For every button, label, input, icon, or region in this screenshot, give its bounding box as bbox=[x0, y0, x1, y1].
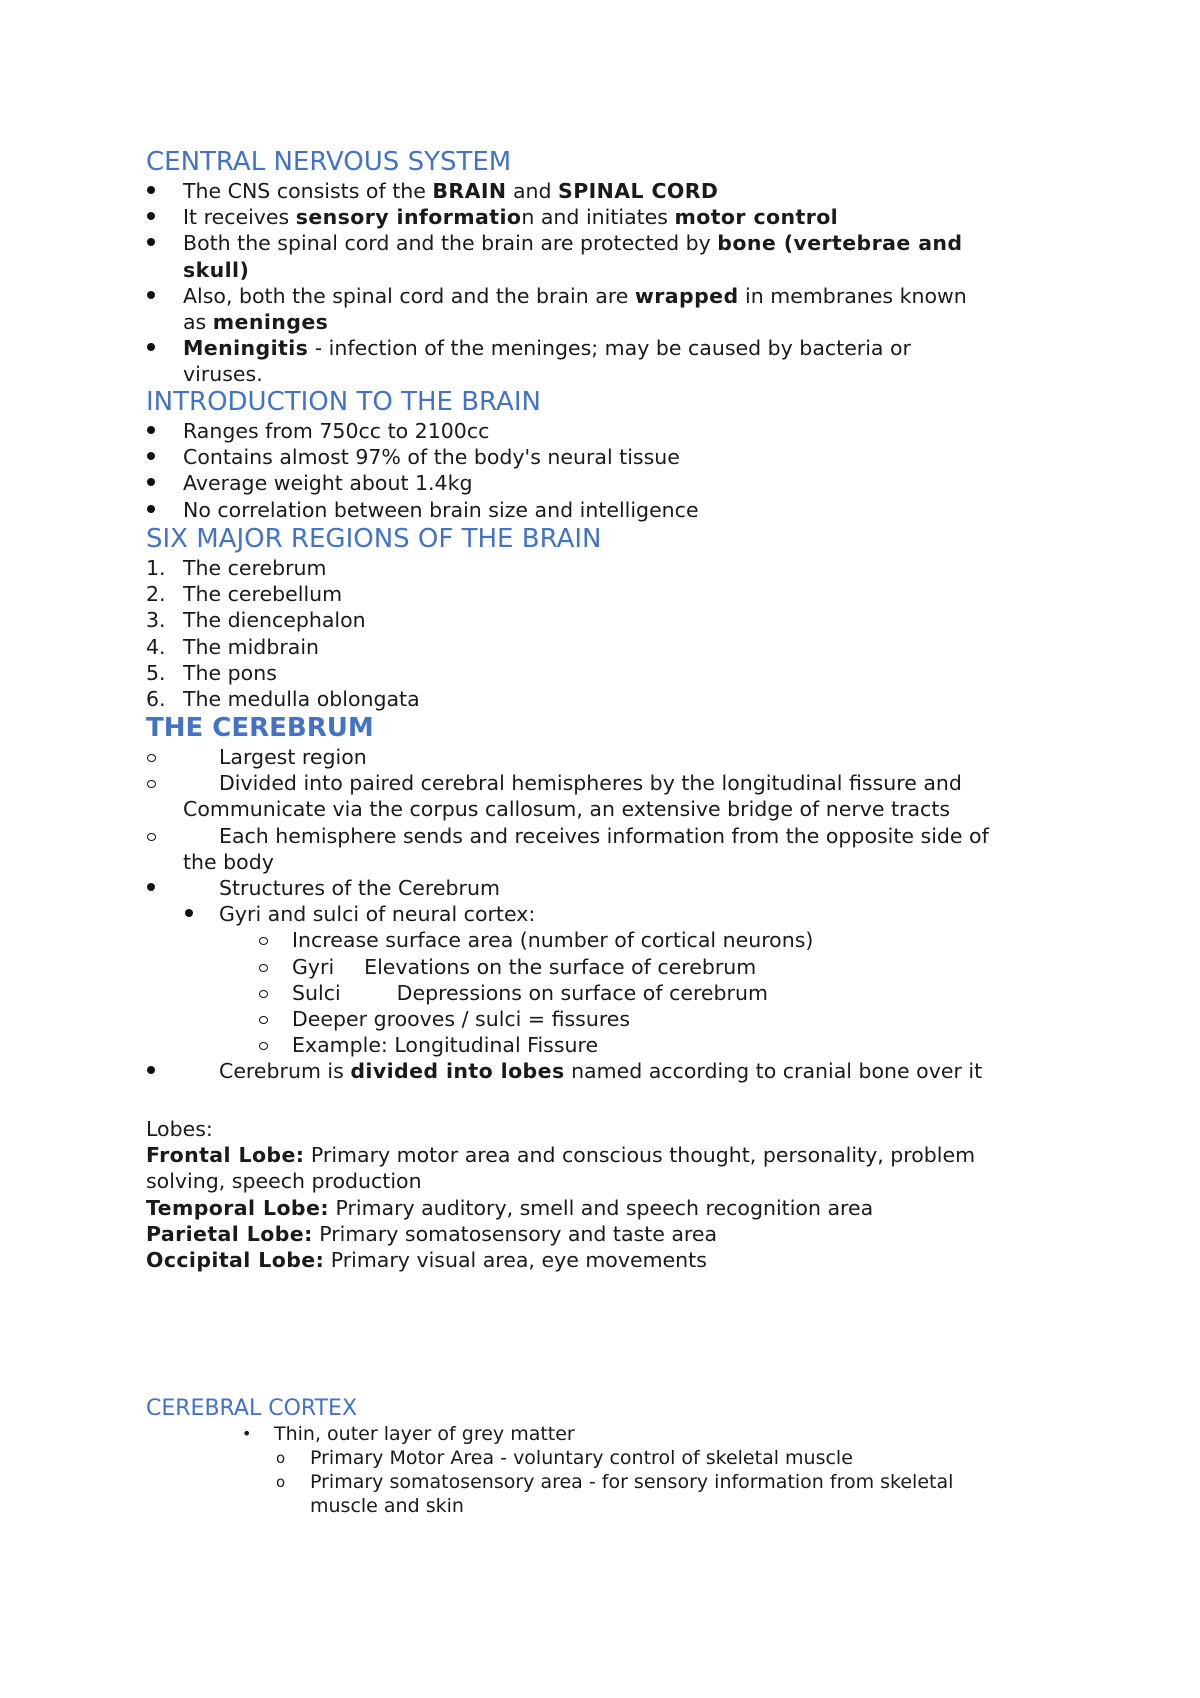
list-item: Divided into paired cerebral hemispheres by the longitudinal fissure and bbox=[219, 771, 962, 796]
list-item: Gyri and sulci of neural cortex: bbox=[219, 902, 536, 927]
list-item-continuation: muscle and skin bbox=[310, 1495, 464, 1517]
bullet-circle-icon: o bbox=[276, 1473, 286, 1491]
list-item: • Thin, outer layer of grey matter bbox=[242, 1423, 575, 1445]
list-item: o Primary somatosensory area - for sensory information from skeletal bbox=[276, 1471, 954, 1493]
cerebrum-heading: THE CEREBRUM bbox=[146, 713, 374, 743]
list-item: Both the spinal cord and the brain are protected by bone (vertebrae and bbox=[183, 231, 963, 256]
list-item: 6. The medulla oblongata bbox=[146, 687, 420, 712]
list-item: Meningitis - infection of the meninges; may be caused by bacteria or bbox=[183, 336, 911, 361]
bullet-circle-icon: o bbox=[276, 1449, 286, 1467]
occipital-lobe-line: Occipital Lobe: Primary visual area, eye movements bbox=[146, 1248, 707, 1273]
list-item: Average weight about 1.4kg bbox=[183, 471, 473, 496]
list-item: The CNS consists of the BRAIN and SPINAL CORD bbox=[183, 179, 719, 203]
list-item: 4. The midbrain bbox=[146, 634, 320, 659]
parietal-lobe-line: Parietal Lobe: Primary somatosensory and taste area bbox=[146, 1221, 718, 1246]
list-item: Sulci Depressions on surface of cerebrum bbox=[292, 980, 768, 1005]
list-item: Each hemisphere sends and receives information from the opposite side of bbox=[219, 823, 989, 848]
intro-heading: INTRODUCTION TO THE BRAIN bbox=[146, 387, 541, 417]
cortex-heading: CEREBRAL CORTEX bbox=[146, 1396, 358, 1421]
list-item: It receives sensory information and initiates motor control bbox=[183, 205, 839, 230]
list-item: 3. The diencephalon bbox=[146, 608, 366, 633]
temporal-lobe-line: Temporal Lobe: Primary auditory, smell and speech recognition area bbox=[146, 1195, 874, 1220]
list-item-continuation: as meninges bbox=[183, 310, 329, 335]
list-item: Also, both the spinal cord and the brain are wrapped in membranes known bbox=[183, 283, 967, 308]
list-item-continuation: the body bbox=[183, 849, 274, 874]
list-item: o Primary Motor Area - voluntary control of skeletal muscle bbox=[276, 1447, 853, 1469]
list-item: Deeper grooves / sulci = fissures bbox=[292, 1007, 631, 1032]
cerebrum-section bbox=[146, 712, 989, 1085]
lobes-heading: Lobes: bbox=[146, 1117, 213, 1141]
frontal-lobe-line: Frontal Lobe: Primary motor area and conscious thought, personality, problem bbox=[146, 1143, 976, 1168]
cns-heading: CENTRAL NERVOUS SYSTEM bbox=[146, 147, 512, 177]
cortex-section bbox=[146, 1395, 1106, 1518]
cns-section bbox=[146, 146, 967, 388]
list-item: Ranges from 750cc to 2100cc bbox=[183, 419, 490, 443]
lobes-section bbox=[146, 1116, 1106, 1273]
list-item: Largest region bbox=[219, 745, 367, 769]
list-item: Increase surface area (number of cortical neurons) bbox=[292, 928, 814, 953]
intro-section bbox=[146, 386, 699, 523]
list-item: 5. The pons bbox=[146, 660, 277, 685]
bullet-dot-icon: • bbox=[242, 1424, 252, 1443]
regions-section bbox=[146, 523, 601, 712]
frontal-lobe-line-2: solving, speech production bbox=[146, 1169, 422, 1194]
list-item: Cerebrum is divided into lobes named according to cranial bone over it bbox=[219, 1059, 983, 1084]
list-item: No correlation between brain size and intelligence bbox=[183, 497, 699, 522]
regions-heading: SIX MAJOR REGIONS OF THE BRAIN bbox=[146, 524, 602, 554]
list-item-continuation: Communicate via the corpus callosum, an extensive bridge of nerve tracts bbox=[183, 797, 951, 822]
list-item: Contains almost 97% of the body's neural tissue bbox=[183, 445, 680, 470]
list-item: Gyri Elevations on the surface of cerebrum bbox=[292, 954, 757, 979]
list-item-continuation: viruses. bbox=[183, 362, 263, 387]
list-item: Structures of the Cerebrum bbox=[219, 876, 500, 901]
list-item: Example: Longitudinal Fissure bbox=[292, 1033, 599, 1058]
list-item-continuation: skull) bbox=[183, 257, 250, 282]
list-item: 2. The cerebellum bbox=[146, 582, 343, 607]
list-item: 1. The cerebrum bbox=[146, 556, 327, 580]
